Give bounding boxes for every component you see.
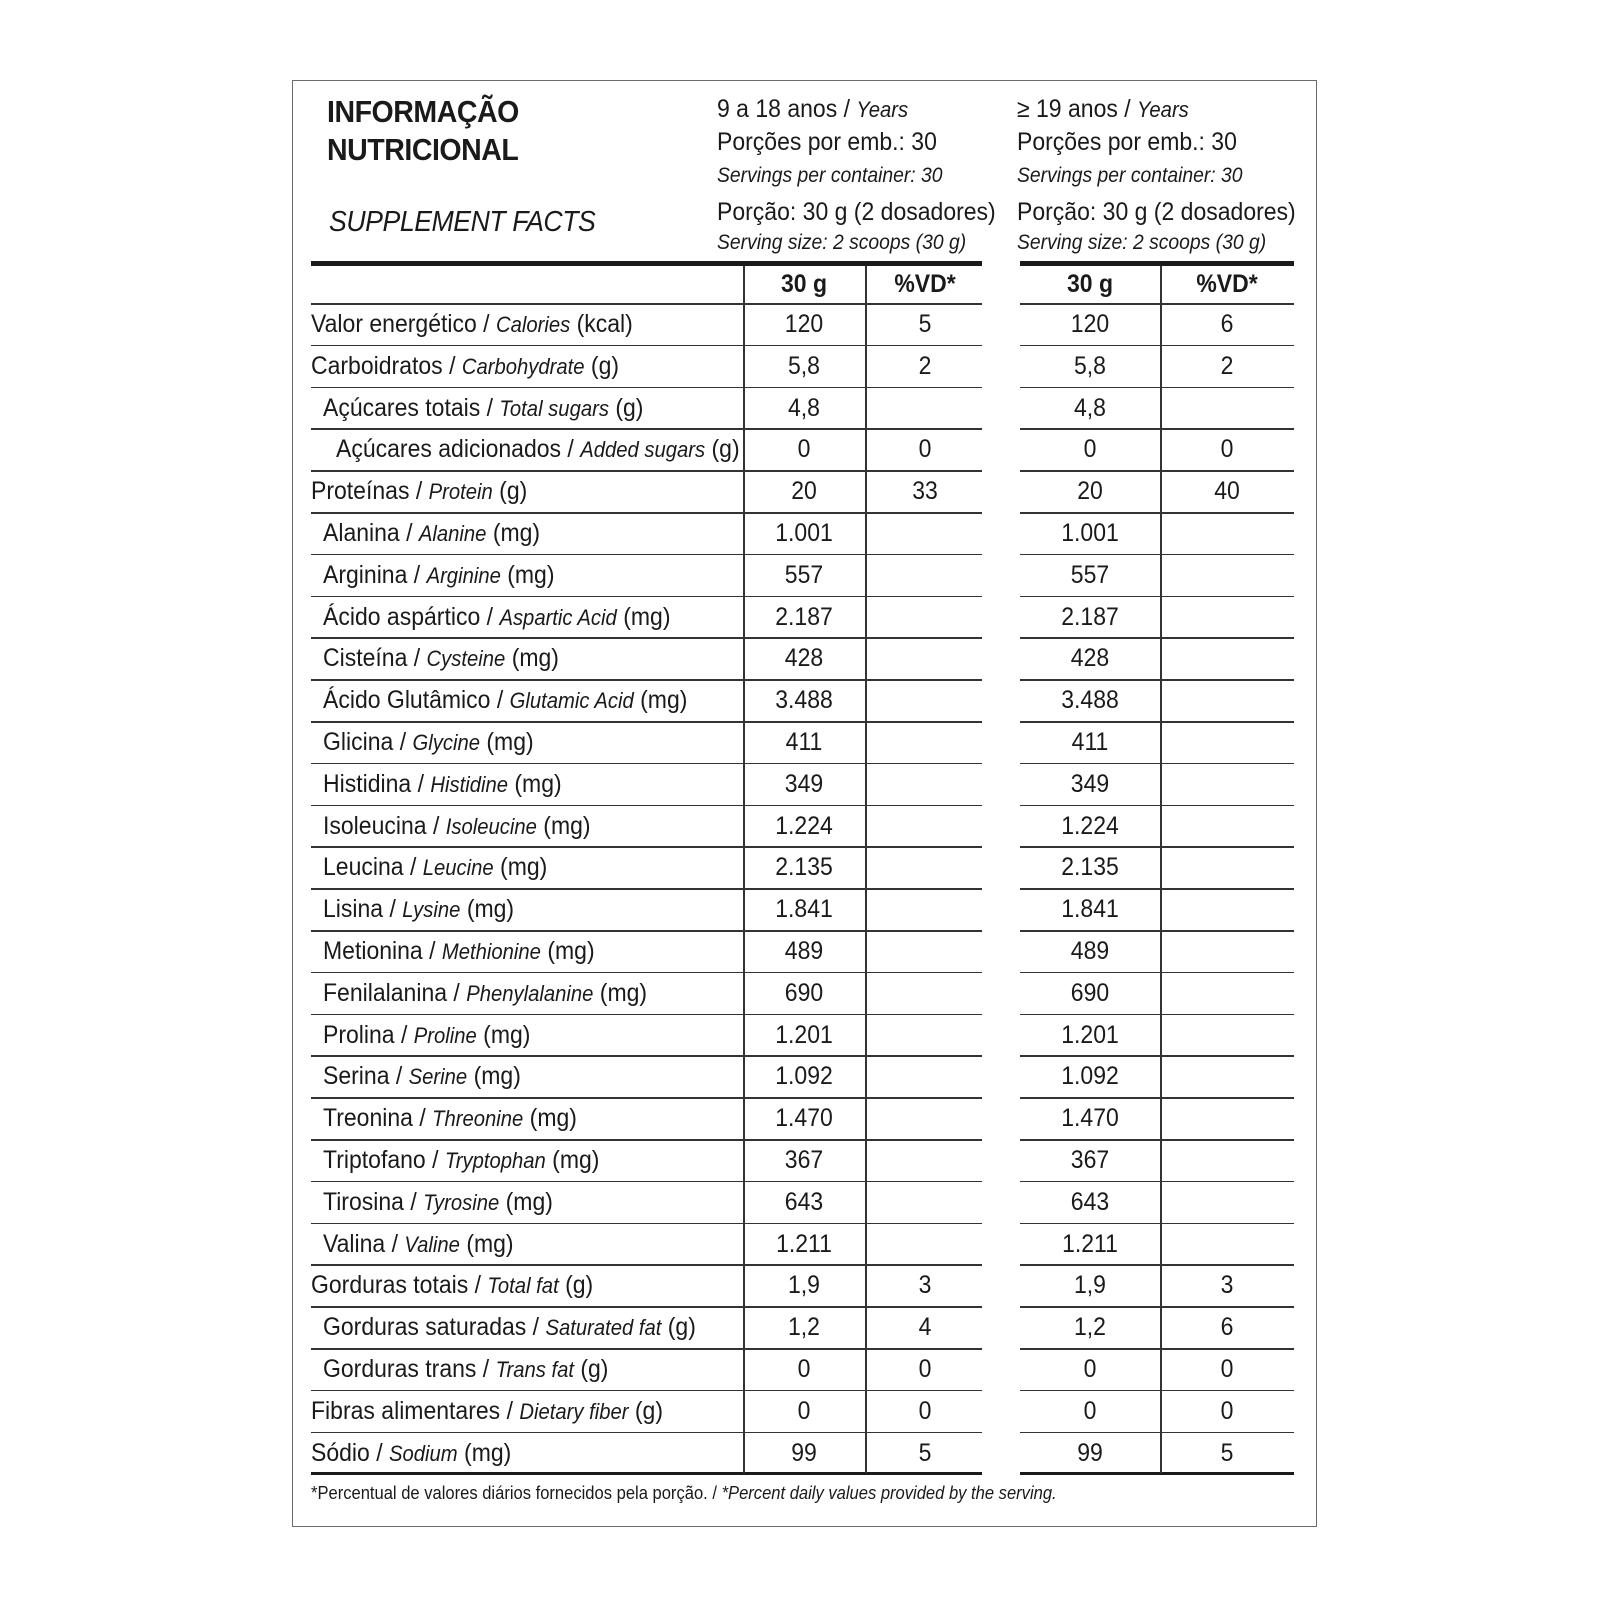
nutrient-row [311, 512, 1311, 554]
nutrient-name-pt: Fibras alimentares / [311, 1396, 513, 1425]
dv-cell [1166, 1139, 1287, 1181]
nutrient-row [311, 1139, 1311, 1181]
nutrient-name-pt: Treonina / [323, 1104, 426, 1133]
dv-cell: 0 [918, 1396, 932, 1425]
nutrient-name-en: Total fat [487, 1273, 559, 1299]
nutrient-name-pt: Ácido Glutâmico / [323, 686, 504, 715]
nutrient-name-en: Lysine [402, 897, 461, 923]
nutrient-name-pt: Tirosina / [323, 1187, 417, 1216]
nutrient-name-en: Added sugars [580, 437, 706, 463]
nutrient-row [311, 470, 1311, 512]
amount-cell: 0 [1083, 1355, 1097, 1383]
amount-cell: 0 [797, 1396, 811, 1425]
nutrient-name-en: Arginine [426, 562, 501, 588]
nutrient-name-pt: Glicina / [323, 728, 407, 756]
amount-cell: 0 [1083, 435, 1097, 464]
footnote [311, 1483, 1057, 1504]
age-range-en: Years [1137, 97, 1189, 122]
nutrient-name-pt: Gorduras trans / [323, 1355, 490, 1383]
amount-cell: 99 [791, 1438, 817, 1467]
nutrient-unit: (mg) [466, 895, 515, 924]
nutrient-name [323, 805, 591, 847]
amount-cell: 557 [1070, 560, 1110, 589]
nutrient-name [323, 679, 687, 721]
label-subtitle: SUPPLEMENT FACTS [329, 206, 596, 238]
dv-cell [872, 805, 979, 847]
amount-cell: 367 [784, 1146, 824, 1174]
nutrient-name [336, 428, 740, 470]
dv-cell [1166, 596, 1287, 638]
col-amount-1: 30 g [780, 270, 828, 298]
nutrient-row [311, 1306, 1311, 1348]
amount-cell: 3.488 [775, 686, 833, 715]
servings-pt: Porções por emb.: 30 [1017, 128, 1237, 156]
nutrient-row [311, 1223, 1311, 1265]
amount-cell: 428 [1070, 644, 1110, 673]
col-amount-2: 30 g [1066, 270, 1114, 298]
dv-cell [1166, 554, 1287, 596]
nutrient-unit: (mg) [492, 519, 541, 547]
nutrient-unit: (g) [565, 1271, 594, 1300]
footnote-en: *Percent daily values provided by the serving. [721, 1483, 1057, 1503]
footnote-pt: *Percentual de valores diários fornecidos pela porção. / [311, 1483, 717, 1503]
nutrient-row [311, 805, 1311, 847]
amount-cell: 2.135 [775, 853, 833, 882]
dv-cell [1166, 387, 1287, 429]
dv-cell: 5 [1220, 1438, 1234, 1467]
nutrient-name-en: Glycine [412, 730, 480, 755]
nutrient-name-en: Tyrosine [423, 1189, 500, 1215]
nutrient-name [323, 1055, 521, 1097]
nutrient-name-pt: Metionina / [323, 937, 436, 965]
nutrient-name-pt: Gorduras totais / [311, 1271, 482, 1300]
nutrient-name-pt: Arginina / [323, 560, 421, 589]
nutrient-name-en: Glutamic Acid [509, 688, 634, 714]
portion-en: Serving size: 2 scoops (30 g) [1017, 231, 1267, 254]
nutrient-row [311, 1264, 1311, 1306]
age-range: 9 a 18 anos / [717, 95, 850, 123]
amount-cell: 367 [1070, 1146, 1110, 1174]
amount-cell: 0 [797, 1355, 811, 1383]
nutrient-unit: (g) [711, 435, 740, 464]
amount-cell: 99 [1077, 1438, 1103, 1467]
nutrient-unit: (mg) [529, 1104, 577, 1133]
amount-cell: 411 [1071, 728, 1109, 756]
dv-cell: 0 [1220, 1355, 1234, 1383]
col-dv-1: %VD* [894, 270, 956, 298]
nutrient-name [323, 1348, 608, 1390]
servings-pt: Porções por emb.: 30 [717, 128, 937, 156]
dv-cell: 40 [1214, 477, 1240, 506]
nutrient-name-pt: Isoleucina / [323, 811, 440, 840]
dv-cell: 33 [912, 477, 938, 506]
dv-cell [872, 1055, 979, 1097]
dv-cell [1166, 721, 1287, 763]
nutrient-name [311, 1264, 593, 1306]
nutrient-unit: (mg) [599, 978, 648, 1007]
amount-cell: 489 [1070, 937, 1110, 965]
nutrient-name-en: Sodium [389, 1440, 458, 1466]
amount-cell: 5,8 [788, 351, 820, 380]
dv-cell [1166, 512, 1287, 554]
dv-cell [872, 1223, 979, 1265]
nutrient-name-pt: Cisteína / [323, 644, 421, 673]
nutrient-name-pt: Açúcares adicionados / [336, 435, 574, 464]
amount-cell: 1.211 [1062, 1229, 1118, 1258]
dv-cell [872, 1097, 979, 1139]
dv-cell [872, 1181, 979, 1223]
nutrient-name-en: Proline [413, 1022, 477, 1048]
amount-cell: 20 [791, 477, 817, 506]
portion-en: Serving size: 2 scoops (30 g) [717, 231, 967, 254]
nutrient-row [311, 1097, 1311, 1139]
age-range: ≥ 19 anos / [1017, 95, 1131, 123]
title-line-2: NUTRICIONAL [327, 132, 519, 167]
amount-cell: 1.092 [775, 1062, 833, 1091]
amount-cell: 1.201 [1061, 1020, 1119, 1049]
amount-cell: 1,9 [788, 1271, 820, 1300]
dv-cell [872, 387, 979, 429]
nutrient-name-pt: Histidina / [323, 769, 424, 798]
group-header-2 [1017, 93, 1296, 257]
nutrient-row [311, 930, 1311, 972]
dv-cell [1166, 679, 1287, 721]
amount-cell: 4,8 [788, 393, 820, 422]
nutrient-name-pt: Serina / [323, 1062, 403, 1091]
dv-cell [872, 512, 979, 554]
amount-cell: 1,9 [1074, 1271, 1106, 1300]
nutrient-name-en: Methionine [441, 939, 541, 964]
amount-cell: 4,8 [1074, 393, 1106, 422]
nutrient-name [323, 930, 595, 972]
nutrient-unit: (mg) [486, 728, 534, 756]
nutrient-unit: (mg) [473, 1062, 521, 1091]
nutrient-unit: (mg) [500, 853, 548, 882]
nutrient-row [311, 345, 1311, 387]
servings-en: Servings per container: 30 [717, 164, 943, 187]
dv-cell [872, 846, 979, 888]
nutrient-unit: (mg) [507, 560, 555, 589]
nutrient-name-en: Histidine [430, 771, 509, 797]
amount-cell: 5,8 [1074, 351, 1106, 380]
nutrient-row [311, 1348, 1311, 1390]
amount-cell: 1.841 [775, 895, 833, 924]
nutrient-name-en: Isoleucine [445, 813, 537, 839]
dv-cell: 3 [918, 1271, 932, 1300]
dv-cell: 4 [918, 1313, 932, 1342]
group-header-1 [717, 93, 996, 257]
amount-cell: 349 [784, 769, 824, 798]
amount-cell: 1,2 [1074, 1313, 1106, 1342]
dv-cell [872, 721, 979, 763]
nutrient-name [323, 888, 514, 930]
amount-cell: 1.470 [775, 1104, 833, 1133]
amount-cell: 643 [1070, 1187, 1110, 1216]
nutrient-name [323, 1139, 599, 1181]
nutrient-name [311, 1390, 663, 1432]
amount-cell: 1.224 [1061, 811, 1119, 840]
nutrient-name-pt: Valor energético / [311, 310, 490, 338]
dv-cell [872, 1014, 979, 1056]
amount-cell: 643 [784, 1187, 824, 1216]
nutrient-name [323, 1014, 530, 1056]
nutrient-unit: (mg) [623, 602, 671, 631]
portion-pt: Porção: 30 g (2 dosadores) [1017, 198, 1296, 226]
nutrient-name-en: Total sugars [499, 395, 609, 421]
age-range-en: Years [856, 97, 909, 122]
amount-cell: 1.224 [775, 811, 833, 840]
nutrient-name-en: Cysteine [426, 646, 506, 672]
dv-cell: 3 [1220, 1271, 1234, 1300]
title-line-1: INFORMAÇÃO [327, 94, 519, 129]
nutrient-name-pt: Açúcares totais / [323, 393, 494, 422]
nutrient-name-pt: Lisina / [323, 895, 396, 924]
nutrient-name [323, 1223, 514, 1265]
dv-cell [1166, 1055, 1287, 1097]
nutrient-name [323, 721, 534, 763]
nutrient-name [323, 1306, 696, 1348]
nutrient-name-en: Carbohydrate [461, 353, 585, 379]
nutrient-unit: (mg) [514, 769, 562, 798]
nutrient-name-en: Serine [408, 1064, 468, 1090]
dv-cell [872, 930, 979, 972]
nutrient-name-en: Protein [428, 479, 493, 505]
nutrient-name-en: Saturated fat [545, 1315, 662, 1341]
nutrient-row [311, 387, 1311, 429]
amount-cell: 0 [1083, 1396, 1097, 1425]
dv-cell [1166, 637, 1287, 679]
amount-cell: 1.001 [775, 519, 833, 547]
nutrient-name-pt: Ácido aspártico / [323, 602, 494, 631]
dv-cell: 0 [918, 435, 932, 464]
nutrient-name [323, 1097, 577, 1139]
dv-cell: 0 [918, 1355, 932, 1383]
nutrient-unit: (g) [580, 1355, 609, 1383]
amount-cell: 690 [784, 978, 824, 1007]
nutrient-row [311, 1055, 1311, 1097]
dv-cell: 0 [1220, 435, 1234, 464]
nutrient-name-en: Tryptophan [444, 1148, 546, 1173]
amount-cell: 3.488 [1061, 686, 1119, 715]
servings-en: Servings per container: 30 [1017, 164, 1243, 187]
nutrient-row [311, 763, 1311, 805]
nutrient-name-pt: Prolina / [323, 1020, 408, 1049]
amount-cell: 20 [1077, 477, 1103, 506]
dv-cell [872, 679, 979, 721]
amount-cell: 1.001 [1061, 519, 1119, 547]
dv-cell: 0 [1220, 1396, 1234, 1425]
nutrient-name-en: Trans fat [495, 1357, 574, 1382]
nutrient-row [311, 1181, 1311, 1223]
nutrient-name-pt: Valina / [323, 1229, 399, 1258]
dv-cell [872, 596, 979, 638]
nutrient-name-pt: Fenilalanina / [323, 978, 460, 1007]
nutrient-name [311, 470, 527, 512]
nutrition-label [292, 80, 1317, 1527]
dv-cell [872, 972, 979, 1014]
amount-cell: 428 [784, 644, 824, 673]
nutrient-row [311, 1432, 1311, 1474]
nutrient-row [311, 972, 1311, 1014]
dv-cell [1166, 805, 1287, 847]
nutrient-unit: (mg) [552, 1146, 600, 1174]
nutrient-name-en: Leucine [422, 855, 494, 881]
dv-cell: 5 [918, 1438, 932, 1467]
nutrient-name-pt: Leucina / [323, 853, 417, 882]
nutrient-name [323, 512, 540, 554]
nutrient-name [323, 596, 670, 638]
nutrient-unit: (mg) [464, 1438, 512, 1467]
nutrient-unit: (mg) [640, 686, 688, 715]
nutrient-name [323, 554, 555, 596]
amount-cell: 120 [784, 310, 824, 338]
nutrient-name [323, 972, 647, 1014]
nutrient-name [323, 846, 547, 888]
portion-pt: Porção: 30 g (2 dosadores) [717, 198, 996, 226]
dv-cell [872, 888, 979, 930]
dv-cell: 6 [1220, 310, 1234, 338]
nutrient-name [311, 1432, 511, 1474]
dv-cell: 2 [1220, 351, 1234, 380]
nutrient-name-pt: Sódio / [311, 1438, 383, 1467]
nutrient-unit: (g) [667, 1313, 696, 1342]
nutrient-name-en: Alanine [418, 521, 487, 546]
amount-cell: 2.187 [1061, 602, 1119, 631]
nutrient-name-en: Dietary fiber [519, 1398, 629, 1424]
dv-cell [1166, 763, 1287, 805]
dv-cell [872, 763, 979, 805]
dv-cell: 5 [918, 310, 932, 338]
nutrient-row [311, 637, 1311, 679]
dv-cell [872, 554, 979, 596]
nutrient-unit: (g) [634, 1396, 663, 1425]
dv-cell [1166, 1014, 1287, 1056]
nutrient-row [311, 554, 1311, 596]
label-title [327, 93, 519, 169]
nutrient-name-pt: Gorduras saturadas / [323, 1313, 540, 1342]
nutrient-row [311, 303, 1311, 345]
dv-cell [872, 637, 979, 679]
amount-cell: 349 [1070, 769, 1110, 798]
nutrient-name-pt: Alanina / [323, 519, 413, 547]
nutrient-unit: (mg) [543, 811, 591, 840]
amount-cell: 690 [1070, 978, 1110, 1007]
amount-cell: 1,2 [788, 1313, 820, 1342]
nutrient-unit: (mg) [505, 1187, 553, 1216]
nutrient-name [311, 303, 633, 345]
dv-cell [1166, 930, 1287, 972]
nutrient-name [323, 763, 562, 805]
amount-cell: 1.470 [1061, 1104, 1119, 1133]
amount-cell: 2.187 [775, 602, 833, 631]
nutrient-unit: (mg) [466, 1229, 514, 1258]
nutrient-unit: (kcal) [576, 310, 633, 338]
nutrient-name-en: Threonine [432, 1106, 524, 1132]
nutrient-row [311, 596, 1311, 638]
dv-cell [1166, 1097, 1287, 1139]
nutrient-name-pt: Proteínas / [311, 477, 423, 506]
amount-cell: 557 [784, 560, 824, 589]
amount-cell: 1.211 [776, 1229, 832, 1258]
nutrient-unit: (mg) [483, 1020, 531, 1049]
nutrient-unit: (g) [590, 351, 620, 380]
nutrient-name-pt: Triptofano / [323, 1146, 439, 1174]
dv-cell [872, 1139, 979, 1181]
nutrient-unit: (mg) [547, 937, 595, 965]
col-dv-2: %VD* [1196, 270, 1258, 298]
nutrient-unit: (g) [615, 393, 644, 422]
dv-cell [1166, 1223, 1287, 1265]
dv-cell [1166, 846, 1287, 888]
amount-cell: 411 [785, 728, 823, 756]
dv-cell [1166, 972, 1287, 1014]
nutrient-row [311, 428, 1311, 470]
nutrient-name [311, 345, 619, 387]
nutrient-name [323, 1181, 553, 1223]
nutrient-row [311, 888, 1311, 930]
nutrient-row [311, 1014, 1311, 1056]
amount-cell: 1.201 [775, 1020, 833, 1049]
dv-cell: 6 [1220, 1313, 1234, 1342]
nutrient-row [311, 846, 1311, 888]
nutrient-name [323, 387, 643, 429]
nutrient-row [311, 679, 1311, 721]
amount-cell: 489 [784, 937, 824, 965]
nutrient-name [323, 637, 559, 679]
dv-cell [1166, 1181, 1287, 1223]
nutrient-name-en: Phenylalanine [466, 980, 594, 1006]
amount-cell: 120 [1070, 310, 1110, 338]
amount-cell: 0 [797, 435, 811, 464]
nutrient-name-en: Valine [404, 1231, 460, 1257]
amount-cell: 1.092 [1061, 1062, 1119, 1091]
amount-cell: 2.135 [1061, 853, 1119, 882]
dv-cell: 2 [918, 351, 932, 380]
nutrient-unit: (g) [499, 477, 528, 506]
nutrient-name-en: Aspartic Acid [499, 604, 617, 630]
nutrient-name-en: Calories [495, 312, 571, 337]
amount-cell: 1.841 [1061, 895, 1119, 924]
dv-cell [1166, 888, 1287, 930]
nutrient-row [311, 1390, 1311, 1432]
nutrient-unit: (mg) [511, 644, 559, 673]
nutrient-row [311, 721, 1311, 763]
nutrient-name-pt: Carboidratos / [311, 351, 456, 380]
